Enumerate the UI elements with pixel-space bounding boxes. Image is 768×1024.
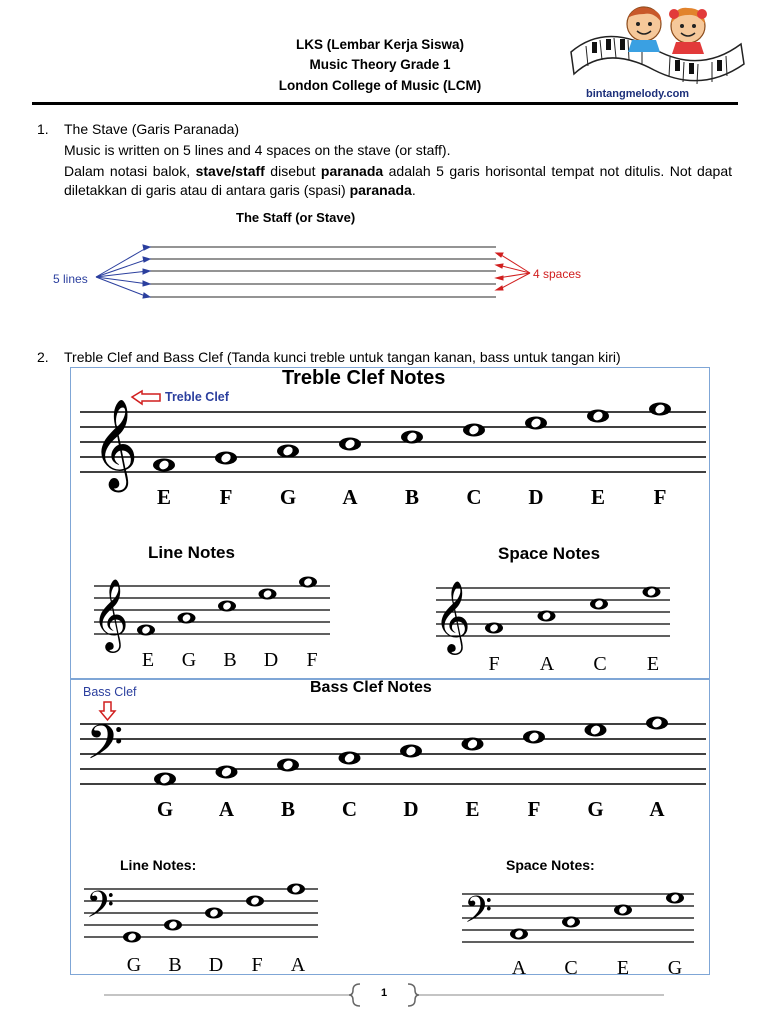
treble-clef-notes-title: Treble Clef Notes	[282, 367, 446, 389]
note-letter: D	[528, 485, 544, 509]
note-letter: C	[466, 485, 482, 509]
note-letter: F	[527, 797, 541, 821]
note-letter: C	[593, 653, 607, 675]
note-letter: B	[404, 485, 419, 509]
section1-heading: The Stave (Garis Paranada)	[64, 121, 240, 137]
note-letter: B	[280, 797, 295, 821]
treble-clef-small-icon: 𝄞	[92, 577, 129, 650]
note-letter: E	[465, 797, 480, 821]
note-letter: D	[403, 797, 419, 821]
note-letter: G	[279, 485, 297, 509]
note-letter: D	[263, 649, 279, 671]
note-letter: D	[208, 954, 224, 976]
note-letter: E	[141, 649, 155, 671]
note-letter: F	[219, 485, 233, 509]
bass-clef-label: Bass Clef	[83, 685, 137, 699]
course-title: Music Theory Grade 1	[309, 57, 451, 72]
note-letter: A	[539, 653, 555, 675]
note-letter: E	[156, 485, 171, 509]
section1-english-text: Music is written on 5 lines and 4 spaces on the stave (or staff).	[64, 142, 451, 158]
note-letter: E	[590, 485, 605, 509]
note-letter: E	[616, 957, 630, 979]
treble-clef-icon: 𝄞	[92, 399, 139, 489]
note-letter: G	[667, 957, 683, 979]
section1-indonesian-paragraph: Dalam notasi balok, stave/staff disebut paranada adalah 5 garis horisontal tempat not ditulis. Not dapat diletakkan di garis atau di antara garis (spasi) paranada.	[64, 163, 732, 198]
bass-clef-small-icon: 𝄢	[464, 889, 493, 940]
institution-title: London College of Music (LCM)	[278, 78, 482, 93]
note-letter: G	[181, 649, 197, 671]
note-letter: A	[511, 957, 527, 979]
logo-website-text: bintangmelody.com	[586, 88, 690, 100]
bass-space-notes-title: Space Notes:	[506, 857, 595, 873]
note-letter: F	[251, 954, 263, 976]
note-letter: A	[218, 797, 235, 821]
note-letter: A	[290, 954, 306, 976]
worksheet-title: LKS (Lembar Kerja Siswa)	[295, 37, 465, 52]
bass-clef-small-icon: 𝄢	[86, 884, 115, 935]
section2-heading: Treble Clef and Bass Clef (Tanda kunci treble untuk tangan kanan, bass untuk tangan kiri)	[64, 349, 621, 365]
staff-diagram-title: The Staff (or Stave)	[236, 210, 356, 225]
note-letter: F	[653, 485, 667, 509]
note-letter: G	[126, 954, 142, 976]
note-letter: G	[587, 797, 604, 821]
section2-number: 2.	[37, 349, 49, 365]
note-letter: F	[488, 653, 500, 675]
four-spaces-label: 4 spaces	[533, 267, 582, 281]
note-letter: C	[564, 957, 578, 979]
note-letter: A	[342, 485, 358, 509]
treble-clef-label: Treble Clef	[165, 390, 229, 404]
bass-line-notes-title: Line Notes:	[120, 857, 197, 873]
note-letter: F	[306, 649, 318, 671]
treble-line-notes-title: Line Notes	[148, 543, 235, 562]
page-number: 1	[380, 987, 388, 999]
bass-clef-notes-title: Bass Clef Notes	[310, 679, 432, 696]
note-letter: G	[156, 797, 174, 821]
five-lines-label: 5 lines	[53, 272, 88, 286]
bass-clef-icon: 𝄢	[86, 714, 124, 782]
treble-clef-small-icon: 𝄞	[434, 579, 471, 652]
note-letter: B	[168, 954, 182, 976]
treble-space-notes-title: Space Notes	[498, 544, 601, 563]
note-letter: B	[223, 649, 237, 671]
note-letter: E	[646, 653, 660, 675]
note-letter: C	[341, 797, 358, 821]
note-letter: A	[649, 797, 665, 821]
section1-number: 1.	[37, 121, 49, 137]
